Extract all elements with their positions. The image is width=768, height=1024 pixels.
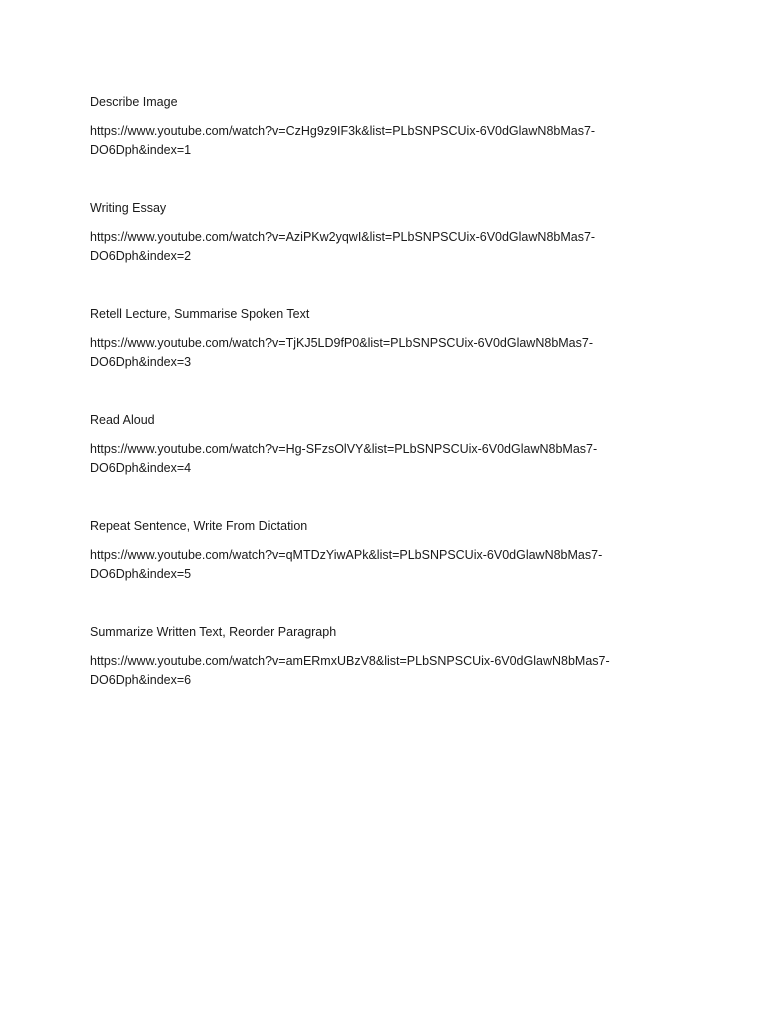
entry-heading: Writing Essay [90,201,167,215]
entry-url-line-1[interactable]: https://www.youtube.com/watch?v=TjKJ5LD9fP0&list=PLbSNPSCUix-6V0dGlawN8bMas7- [90,336,593,350]
entry-heading: Retell Lecture, Summarise Spoken Text [90,307,310,321]
entry-url-line-2[interactable]: DO6Dph&index=5 [90,567,192,581]
entry-summarize-written-text [90,623,650,729]
entry-heading: Read Aloud [90,413,155,427]
entry-url-line-2[interactable]: DO6Dph&index=3 [90,355,192,369]
entry-writing-essay [90,199,650,305]
entry-retell-lecture [90,305,650,411]
entry-url-line-1[interactable]: https://www.youtube.com/watch?v=Hg-SFzsOlVY&list=PLbSNPSCUix-6V0dGlawN8bMas7- [90,442,598,456]
entry-read-aloud [90,411,650,517]
entry-url-line-2[interactable]: DO6Dph&index=6 [90,673,192,687]
entry-url-line-1[interactable]: https://www.youtube.com/watch?v=AziPKw2yqwI&list=PLbSNPSCUix-6V0dGlawN8bMas7- [90,230,596,244]
entry-heading: Summarize Written Text, Reorder Paragraph [90,625,337,639]
entry-url-line-1[interactable]: https://www.youtube.com/watch?v=CzHg9z9IF3k&list=PLbSNPSCUix-6V0dGlawN8bMas7- [90,124,596,138]
entry-repeat-sentence [90,517,650,623]
entry-url-line-2[interactable]: DO6Dph&index=4 [90,461,192,475]
entry-url-line-1[interactable]: https://www.youtube.com/watch?v=qMTDzYiwAPk&list=PLbSNPSCUix-6V0dGlawN8bMas7- [90,548,603,562]
entry-heading: Repeat Sentence, Write From Dictation [90,519,308,533]
entry-describe-image [90,93,650,199]
entry-url-line-2[interactable]: DO6Dph&index=2 [90,249,192,263]
entry-heading: Describe Image [90,95,178,109]
entry-url-line-2[interactable]: DO6Dph&index=1 [90,143,192,157]
document-body [90,93,650,729]
entry-url-line-1[interactable]: https://www.youtube.com/watch?v=amERmxUBzV8&list=PLbSNPSCUix-6V0dGlawN8bMas7- [90,654,610,668]
